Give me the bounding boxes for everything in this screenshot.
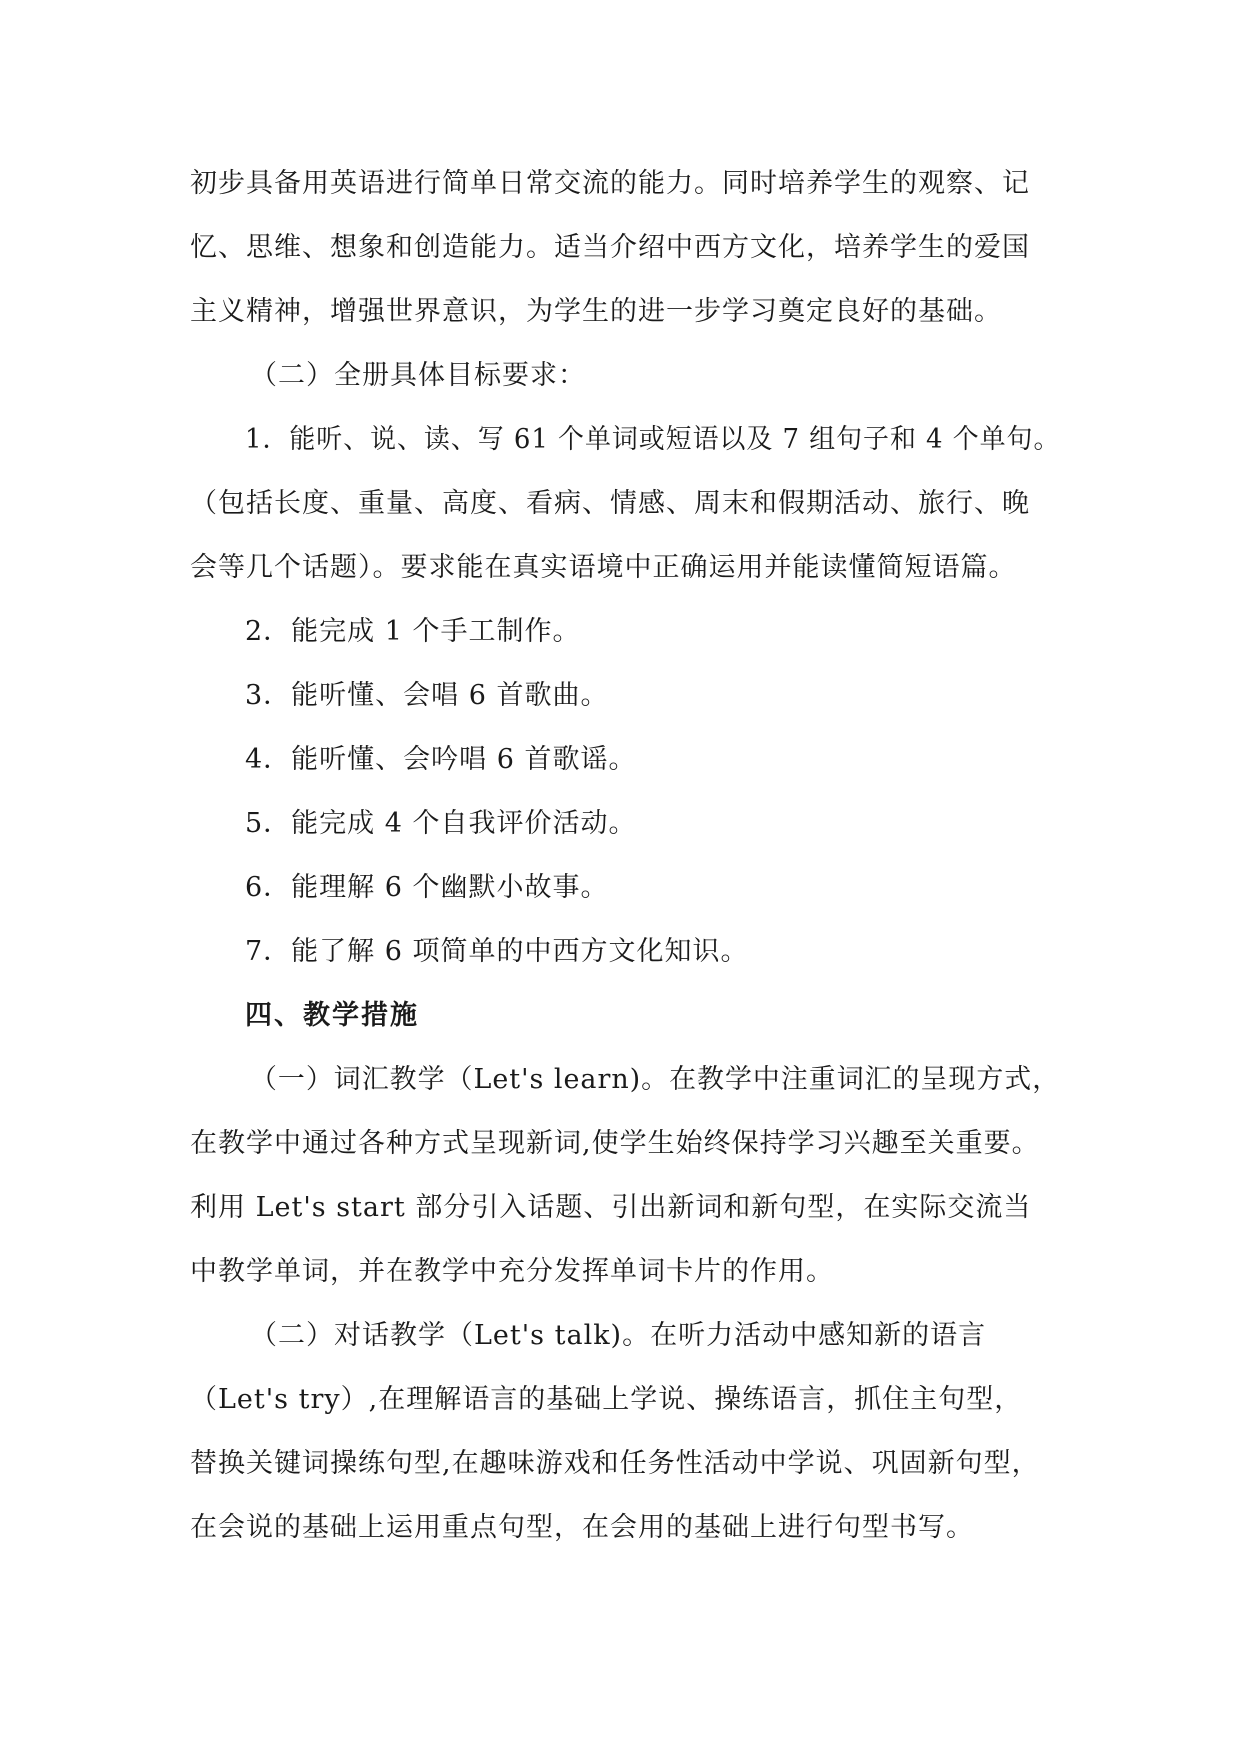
paragraph-line: 在教学中通过各种方式呈现新词,使学生始终保持学习兴趣至关重要。 [190, 1128, 1040, 1159]
paragraph-line: 在会说的基础上运用重点句型，在会用的基础上进行句型书写。 [190, 1512, 974, 1543]
list-item: 3．能听懂、会唱 6 首歌曲。 [245, 680, 609, 711]
paragraph-line: （Let's try）,在理解语言的基础上学说、操练语言，抓住主句型， [190, 1384, 1023, 1415]
list-item: 2．能完成 1 个手工制作。 [245, 616, 581, 647]
list-item: 1．能听、说、读、写 61 个单词或短语以及 7 组句子和 4 个单句。 [245, 424, 1061, 455]
paragraph-line: 忆、思维、想象和创造能力。适当介绍中西方文化，培养学生的爱国 [190, 232, 1030, 263]
list-item: 7．能了解 6 项简单的中西方文化知识。 [245, 936, 749, 967]
paragraph-line: 初步具备用英语进行简单日常交流的能力。同时培养学生的观察、记 [190, 168, 1030, 199]
section-heading: 四、教学措施 [245, 1000, 419, 1031]
paragraph-line: 中教学单词，并在教学中充分发挥单词卡片的作用。 [190, 1256, 834, 1287]
paragraph-line: 利用 Let's start 部分引入话题、引出新词和新句型，在实际交流当 [190, 1192, 1032, 1223]
list-item: 4．能听懂、会吟唱 6 首歌谣。 [245, 744, 637, 775]
paragraph-line: （一）词汇教学（Let's learn)。在教学中注重词汇的呈现方式， [250, 1064, 1061, 1095]
list-item: 5．能完成 4 个自我评价活动。 [245, 808, 637, 839]
list-item: 6．能理解 6 个幽默小故事。 [245, 872, 609, 903]
paragraph-line: （包括长度、重量、高度、看病、情感、周末和假期活动、旅行、晚 [190, 488, 1030, 519]
paragraph-line: 替换关键词操练句型,在趣味游戏和任务性活动中学说、巩固新句型， [190, 1448, 1040, 1479]
paragraph-line: （二）对话教学（Let's talk)。在听力活动中感知新的语言 [250, 1320, 987, 1351]
paragraph-line: 主义精神，增强世界意识，为学生的进一步学习奠定良好的基础。 [190, 296, 1002, 327]
paragraph-line: 会等几个话题）。要求能在真实语境中正确运用并能读懂简短语篇。 [190, 552, 1017, 583]
section-subheading: （二）全册具体目标要求： [250, 360, 586, 391]
